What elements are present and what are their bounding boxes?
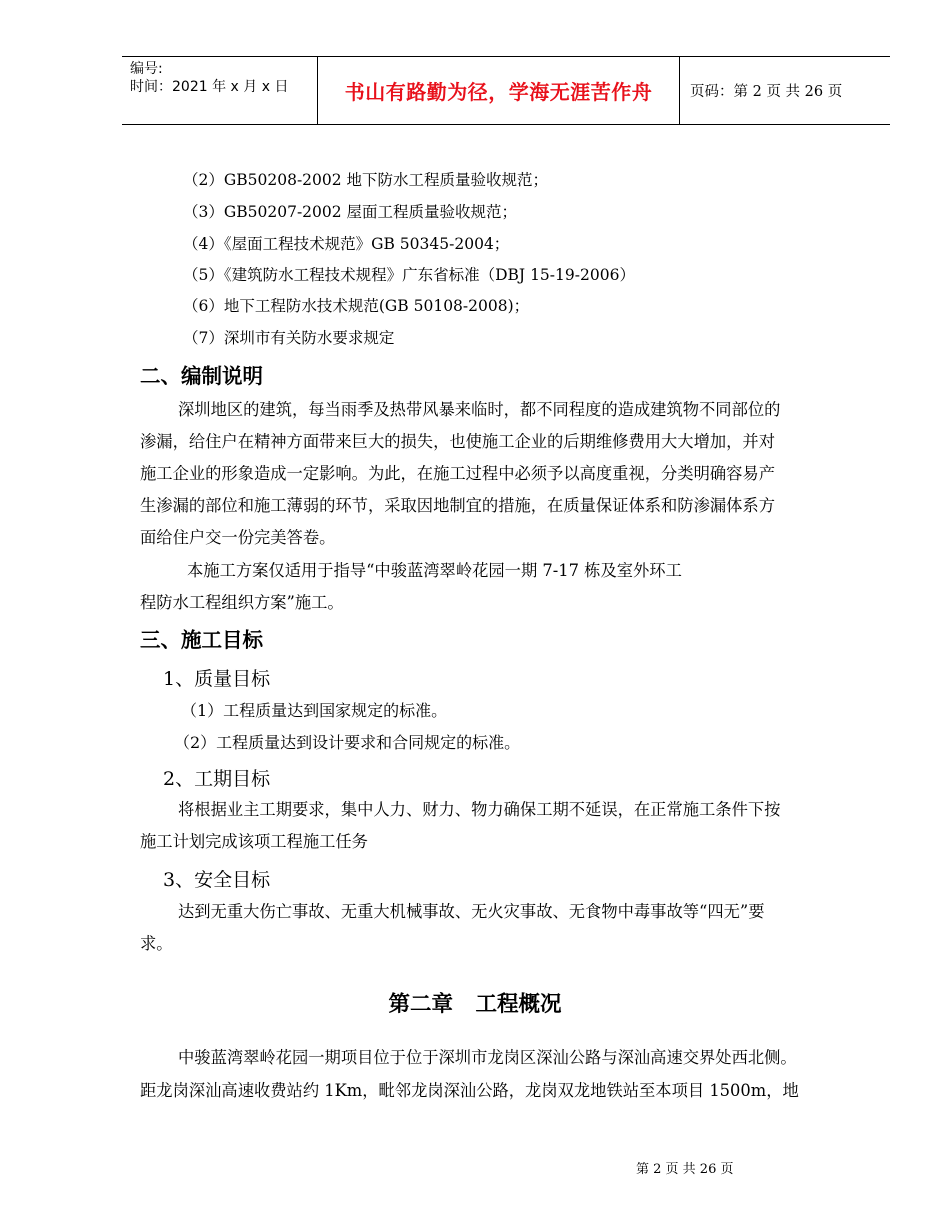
paragraph-line: 中骏蓝湾翠岭花园一期项目位于位于深圳市龙岗区深汕公路与深汕高速交界处西北侧。 [178,1048,797,1067]
paragraph-line: 渗漏，给住户在精神方面带来巨大的损失，也使施工企业的后期维修费用大大增加，并对 [140,432,775,451]
paragraph-line: 面给住户交一份完美答卷。 [140,528,336,547]
reference-item: （5）《建筑防水工程技术规程》广东省标准（DBJ 15-19-2006） [183,266,635,284]
reference-item: （6）地下工程防水技术规范(GB 50108-2008)； [183,297,530,315]
paragraph-line: 程防水工程组织方案”施工。 [140,593,344,612]
header-motto-cell [318,57,680,124]
page-header [122,56,890,125]
quality-item: （2）工程质量达到设计要求和合同规定的标准。 [174,733,521,752]
reference-item: （7）深圳市有关防水要求规定 [183,329,395,347]
document-time-label: 时间：2021 年 x 月 x 日 [130,79,289,95]
paragraph-line: 生渗漏的部位和施工薄弱的环节，采取因地制宜的措施，在质量保证体系和防渗漏体系方 [140,496,775,515]
quality-item: （1）工程质量达到国家规定的标准。 [181,701,448,720]
paragraph-line: 深圳地区的建筑，每当雨季及热带风暴来临时，都不同程度的造成建筑物不同部位的 [178,400,781,419]
reference-item: （2）GB50208-2002 地下防水工程质量验收规范； [183,171,549,189]
subsection-title: 3、安全目标 [163,869,271,891]
section-heading: 二、编制说明 [140,364,263,388]
paragraph-line: 施工计划完成该项工程施工任务 [140,832,368,851]
paragraph-line: 本施工方案仅适用于指导“中骏蓝湾翠岭花园一期 7-17 栋及室外环工 [187,561,682,580]
header-motto: 书山有路勤为径，学海无涯苦作舟 [344,80,653,104]
paragraph-line: 达到无重大伤亡事故、无重大机械事故、无火灾事故、无食物中毒事故等“四无”要 [178,902,765,921]
subsection-title: 1、质量目标 [163,668,271,690]
header-meta-cell [122,57,318,124]
chapter-title: 第二章 工程概况 [388,992,562,1017]
reference-item: （3）GB50207-2002 屋面工程质量验收规范； [183,203,518,221]
reference-item: （4）《屋面工程技术规范》GB 50345-2004； [183,235,510,253]
paragraph-line: 距龙岗深汕高速收费站约 1Km，毗邻龙岗深汕公路，龙岗双龙地铁站至本项目 1500m，地 [140,1081,799,1100]
page-footer: 第 2 页 共 26 页 [636,1162,734,1177]
header-page-cell [680,57,890,124]
paragraph-line: 施工企业的形象造成一定影响。为此，在施工过程中必须予以高度重视，分类明确容易产 [140,464,775,483]
document-number-label: 编号: [130,61,163,77]
header-page-info: 页码：第 2 页 共 26 页 [690,84,843,100]
paragraph-line: 求。 [140,934,173,953]
section-heading: 三、施工目标 [140,628,263,652]
paragraph-line: 将根据业主工期要求，集中人力、财力、物力确保工期不延误，在正常施工条件下按 [178,800,781,819]
subsection-title: 2、工期目标 [163,768,271,790]
